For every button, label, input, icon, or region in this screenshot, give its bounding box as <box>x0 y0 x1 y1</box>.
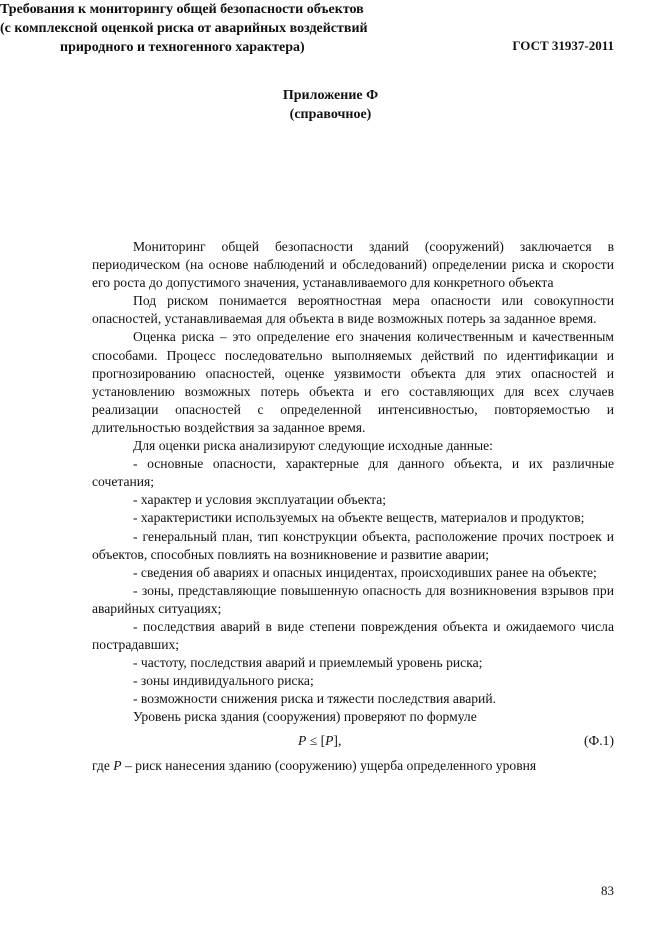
page-number: 83 <box>601 883 614 898</box>
paragraph: Для оценки риска анализируют следующие исходные данные: <box>133 438 493 454</box>
list-item: - последствия аварий в виде степени повреждения объекта и ожидаемого числа пострадавших; <box>92 618 614 653</box>
paragraph <box>92 757 614 775</box>
appendix-subtitle: (справочное) <box>289 107 372 122</box>
last-line-text: – риск нанесения зданию (сооружению) ущерба определенного уровня <box>121 757 537 773</box>
paragraph: Оценка риска – это определение его значения количественным и качественным способами. Процесс последовательно выполняемых действий по идентификации и прогнозированию опасностей, оценке уязвимости объекта для этих опасностей и установлению возможных потерь объекта и его составляющих для всех случаев реализации опасностей с определенной интенсивностью, повторяемостью и длительностью воздействия за заданное время. <box>92 329 614 435</box>
last-line-var: P <box>113 757 122 773</box>
last-line-prefix: где <box>92 757 114 773</box>
formula-row <box>92 730 614 757</box>
list-item: - зоны, представляющие повышенную опасность для возникновения взрывов при аварийных ситуациях; <box>92 582 614 616</box>
section-title-line: (с комплексной оценкой риска от аварийных воздействий <box>0 21 368 36</box>
list-item: - генеральный план, тип конструкции объекта, расположение прочих построек и объектов, способных повлиять на возникновение и развитие аварии; <box>92 528 614 562</box>
list-item: - характеристики используемых на объекте веществ, материалов и продуктов; <box>133 510 585 526</box>
formula-rhs: P <box>325 732 334 748</box>
paragraph: Под риском понимается вероятностная мера опасности или совокупности опасностей, устанавливаемая для объекта в виде возможных потерь за заданное время. <box>92 293 614 327</box>
paragraph: Уровень риска здания (сооружения) проверяют по формуле <box>133 709 477 725</box>
list-item: - частоту, последствия аварий и приемлемый уровень риска; <box>133 655 483 671</box>
formula-lhs: P <box>298 732 307 748</box>
section-title <box>0 0 420 57</box>
list-item: - сведения об авариях и опасных инцидентах, происходивших ранее на объекте; <box>133 564 597 580</box>
section-title-line: Требования к мониторингу общей безопасности объектов <box>0 2 364 17</box>
formula-close: ], <box>333 732 342 748</box>
list-item: - характер и условия эксплуатации объекта; <box>133 492 387 508</box>
appendix-heading <box>0 86 661 124</box>
appendix-title: Приложение Ф <box>282 88 379 103</box>
formula <box>298 732 341 750</box>
paragraph: Мониторинг общей безопасности зданий (сооружений) заключается в периодическом (на основе наблюдений и обследований) определении риска и скорости его роста до допустимого значения, устанавливаемого для конкретного объекта <box>92 239 614 291</box>
section-title-line: природного и техногенного характера) <box>60 40 305 55</box>
list-item: - зоны индивидуального риска; <box>133 673 314 689</box>
formula-operator: ≤ [ <box>306 732 326 748</box>
standard-code: ГОСТ 31937-2011 <box>512 38 614 53</box>
list-item: - основные опасности, характерные для данного объекта, и их различные сочетания; <box>92 456 614 490</box>
body-text <box>92 238 614 775</box>
list-item: - возможности снижения риска и тяжести последствия аварий. <box>133 691 496 707</box>
formula-number: (Ф.1) <box>584 732 614 748</box>
